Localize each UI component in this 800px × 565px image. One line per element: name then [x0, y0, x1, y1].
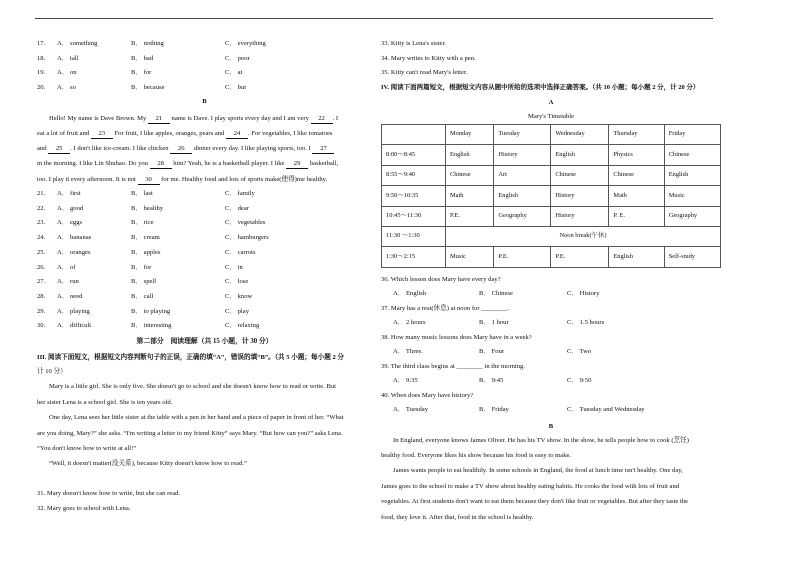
option-a: A． of: [57, 263, 76, 271]
story-line: One day, Lena sees her little sister at the table with a pen in her hand and a piece of paper in front of her. “What: [49, 414, 344, 421]
story-line: are you doing, Mary?” she asks. “I'm writing a letter to my friend Kitty” says Mary. “But how can you?” asks Lena.: [37, 430, 343, 437]
tf-question-34: 34. Mary writes to Kitty with a pen.: [381, 55, 476, 62]
option-a: A． Three.: [393, 348, 423, 355]
option-c: C． Two: [567, 348, 592, 355]
blank-21: 21: [148, 115, 170, 124]
option-b: B． to playing: [131, 307, 171, 315]
timetable-cell: P. E.: [609, 206, 664, 226]
option-b: B． apples: [131, 248, 161, 256]
option-c: C． 1.5 hours: [567, 319, 605, 326]
question-stem: 37. Mary has a rest(休息) at noon for ________.: [381, 305, 510, 312]
cloze-text: . I: [332, 115, 339, 122]
question-number: 21.: [37, 190, 46, 197]
timetable-cell: Friday: [664, 125, 720, 145]
option-a: A． English: [393, 290, 427, 297]
option-b: B． because: [131, 84, 165, 92]
option-b: B． Friday: [479, 406, 509, 413]
cloze-text: in the morning. I like Lin Shuhao. Do you: [37, 160, 150, 167]
timetable-noon-row: [382, 226, 721, 246]
section-3-instructions: III. 阅读下面短文，根据短文内容判断句子的正误，正确的填“A”，错误的填“B”。（共 5 小题；每小题 2 分: [37, 354, 344, 361]
option-c: C． everything: [225, 40, 266, 47]
option-b: B． 9:45: [479, 377, 504, 384]
option-b: B． healthy: [131, 204, 164, 212]
option-a: A． tall: [57, 54, 79, 62]
timetable-cell: P.E.: [494, 247, 551, 267]
timetable-cell: 1:30～2:15: [382, 247, 446, 267]
option-b: B． for: [131, 263, 152, 271]
timetable-cell: Art: [494, 165, 551, 185]
cloze-line: [37, 160, 338, 169]
cloze-text: dinner every day. I like playing sports, too. I: [192, 145, 313, 152]
cloze-line: [37, 176, 327, 185]
timetable-cell: History: [551, 206, 609, 226]
option-c: C． at: [225, 69, 243, 77]
question-stem: 38. How many music lessons does Mary have in a week?: [381, 334, 532, 341]
option-c: C． poor: [225, 54, 250, 62]
blank-23: 23: [91, 130, 113, 139]
timetable-cell: Self-study: [664, 247, 720, 267]
option-b: B． last: [131, 190, 153, 197]
blank-28: 28: [150, 160, 172, 169]
option-a: A． 9:35: [393, 377, 418, 384]
noon-time: 11:30 ～1:30: [382, 226, 446, 246]
cloze-text: too. I play it every afternoon. It is not: [37, 176, 138, 183]
blank-26: 26: [170, 145, 192, 154]
question-number: 20.: [37, 84, 46, 92]
option-a: A． something: [57, 40, 98, 47]
timetable-row: [382, 186, 721, 206]
timetable-title: Mary's Timetable: [527, 113, 575, 120]
timetable-cell: Thursday: [609, 125, 664, 145]
cloze-text: . I don't like ice-cream. I like chicken: [70, 145, 171, 152]
story-line: Mary is a little girl. She is only five. She doesn't go to school and she doesn't know how to read or write. But: [49, 383, 336, 390]
option-c: C． relaxing: [225, 322, 260, 330]
blank-24: 24: [226, 130, 248, 139]
option-b: B． Chinese: [479, 290, 513, 297]
option-b: B． rice: [131, 219, 154, 227]
story-line: her sister Lena is a school girl. She is ten years old.: [37, 399, 173, 406]
option-b: B． spell: [131, 278, 157, 286]
timetable-cell: P.E.: [551, 247, 609, 267]
timetable-row: [382, 206, 721, 226]
option-c: C． 9:50: [567, 377, 592, 384]
option-a: A． need: [57, 292, 83, 300]
story-line: “Well, it doesn't matter(没关系), because Kitty doesn't know how to read.”: [49, 460, 247, 467]
option-c: C． know: [225, 292, 253, 300]
section-b-heading: B: [202, 98, 207, 105]
question-number: 19.: [37, 69, 46, 77]
timetable-cell: History: [551, 186, 609, 206]
option-b: B． bad: [131, 54, 154, 62]
tf-question-35: 35. Kitty can't read Mary's letter.: [381, 69, 468, 76]
option-a: A． difficult: [57, 322, 92, 330]
question-stem: 40. When does Mary have history?: [381, 392, 474, 399]
timetable-cell: Wednesday: [551, 125, 609, 145]
timetable: [381, 124, 721, 268]
option-c: C． History: [567, 290, 600, 297]
option-b: B． 1 hour: [479, 319, 509, 326]
option-a: A． on: [57, 69, 77, 77]
timetable-header-row: [382, 125, 721, 145]
timetable-cell: Music: [445, 247, 493, 267]
option-a: A． eggs: [57, 219, 83, 227]
timetable-cell: P.E.: [445, 206, 493, 226]
timetable-cell: Chinese: [551, 165, 609, 185]
option-a: A． first: [57, 190, 81, 197]
option-b: B． call: [131, 292, 154, 300]
noon-break-label: Noon break(午休): [445, 226, 720, 246]
timetable-cell: Tuesday: [494, 125, 551, 145]
section-b2-heading: B: [548, 423, 554, 430]
page-top-rule: [35, 18, 713, 19]
cloze-line: [49, 115, 338, 124]
timetable-cell: Math: [609, 186, 664, 206]
tf-question-33: 33. Kitty is Lena's sister.: [381, 40, 446, 47]
timetable-cell: History: [494, 145, 551, 165]
option-a: A． playing: [57, 307, 90, 315]
option-a: A． bananas: [57, 234, 92, 242]
cloze-text: him? Yeah, he is a basketball player. I like: [171, 160, 287, 167]
option-a: A． so: [57, 84, 76, 92]
option-a: A． 2 hours: [393, 319, 426, 326]
timetable-cell: English: [494, 186, 551, 206]
option-b: B． for: [131, 69, 152, 77]
question-number: 18.: [37, 54, 46, 62]
timetable-cell: Physics: [609, 145, 664, 165]
option-a: A． good: [57, 204, 84, 212]
question-number: 30.: [37, 322, 46, 330]
option-c: C． but: [225, 84, 247, 92]
passage-line: James goes to the school to make a TV show about healthy eating habits. He cooks the food with lots of fruit and: [381, 483, 680, 490]
timetable-cell: 9:50～10:35: [382, 186, 446, 206]
timetable-cell: English: [664, 165, 720, 185]
part2-title: 第二部分 阅读理解（共 15 小题，计 30 分）: [136, 338, 273, 345]
cloze-text: eat a lot of fruit and: [37, 130, 91, 137]
option-b: B． cream: [131, 234, 160, 242]
blank-27: 27: [312, 145, 334, 154]
question-number: 26.: [37, 263, 46, 271]
cloze-text: and: [37, 145, 49, 152]
timetable-cell: Chinese: [445, 165, 493, 185]
passage-line: food, they love it. After that, food in the school is healthy.: [381, 514, 534, 521]
timetable-cell: English: [609, 247, 664, 267]
cloze-text: . For vegetables, I like tomatoes: [248, 130, 333, 137]
blank-22: 22: [311, 115, 333, 124]
cloze-line: [37, 145, 334, 154]
passage-line: vegetables. At first students don't want to eat them because they don't like fruit or vegetables. But after they taste the: [381, 498, 689, 505]
question-number: 17.: [37, 40, 46, 47]
option-b: B． Four: [479, 348, 505, 355]
blank-30: 30: [138, 176, 160, 185]
cloze-text: Hello! My name is Dave Brown. My: [49, 115, 148, 122]
option-a: A． Tuesday: [393, 406, 428, 413]
timetable-cell: Math: [445, 186, 493, 206]
cloze-text: For fruit, I like apples, oranges, pears and: [112, 130, 227, 137]
timetable-cell: 10:45～11:30: [382, 206, 446, 226]
option-b: B． interesting: [131, 322, 172, 330]
timetable-cell: Geography: [664, 206, 720, 226]
cloze-line: [37, 130, 332, 139]
timetable-row: [382, 165, 721, 185]
option-c: C． hamburgers: [225, 234, 269, 242]
option-c: C． family: [225, 190, 255, 197]
option-a: A． oranges: [57, 248, 91, 256]
timetable-row: [382, 145, 721, 165]
question-stem: 39. The third class begins at ________ in the morning.: [381, 363, 526, 370]
question-number: 25.: [37, 248, 46, 256]
timetable-cell: Chinese: [609, 165, 664, 185]
option-b: B． nothing: [131, 40, 164, 47]
passage-line: James wants people to eat healthily. In some schools in England, the food at lunch time isn't healthy. One day,: [393, 467, 683, 474]
option-c: C． Tuesday and Wednesday: [567, 406, 645, 413]
passage-line: In England, everyone knows James Oliver. He has his TV show. In the show, he tells people how to cook (烹饪): [393, 437, 689, 444]
tf-question-31: 31. Mary doesn't know how to write, but she can read.: [37, 490, 181, 497]
timetable-cell: Chinese: [664, 145, 720, 165]
cloze-text: for me. Healthy food and lots of sports make(使得)me healthy.: [159, 176, 328, 183]
question-number: 22.: [37, 204, 46, 212]
passage-line: healthy food. Everyone likes his show because his food is easy to make.: [381, 452, 572, 459]
option-c: C． in: [225, 263, 243, 271]
blank-29: 29: [286, 160, 308, 169]
timetable-cell: 8:55～9:40: [382, 165, 446, 185]
question-number: 29.: [37, 307, 46, 315]
timetable-cell: English: [551, 145, 609, 165]
timetable-cell: English: [445, 145, 493, 165]
timetable-cell: [382, 125, 446, 145]
timetable-row: [382, 247, 721, 267]
cloze-text: name is Dave. I play sports every day and I am very: [169, 115, 311, 122]
timetable-cell: Geography: [494, 206, 551, 226]
blank-25: 25: [48, 145, 70, 154]
question-number: 28.: [37, 292, 46, 300]
section-3-points: 计 10 分）: [37, 368, 67, 375]
section-a-heading: A: [548, 99, 554, 106]
option-a: A． run: [57, 278, 79, 286]
timetable-cell: Monday: [445, 125, 493, 145]
option-c: C． dear: [225, 204, 249, 212]
option-c: C． play: [225, 307, 249, 315]
cloze-text: basketball,: [308, 160, 339, 167]
option-c: C． carrots: [225, 248, 256, 256]
question-stem: 36. Which lesson does Mary have every day?: [381, 276, 501, 283]
option-c: C． lose: [225, 278, 249, 286]
section-4-instructions: IV. 阅读下面两篇短文，根据短文内容从题中所给的选项中选择正确答案。（共 10 小题；每小题 2 分，计 20 分）: [381, 84, 700, 91]
question-number: 24.: [37, 234, 46, 242]
story-line: “You don't know how to write at all!”: [37, 445, 137, 452]
option-c: C． vegetables: [225, 219, 266, 227]
question-number: 23.: [37, 219, 46, 227]
question-number: 27.: [37, 278, 46, 286]
timetable-cell: 8:00～8:45: [382, 145, 446, 165]
timetable-cell: Music: [664, 186, 720, 206]
tf-question-32: 32. Mary goes to school with Lena.: [37, 505, 131, 512]
